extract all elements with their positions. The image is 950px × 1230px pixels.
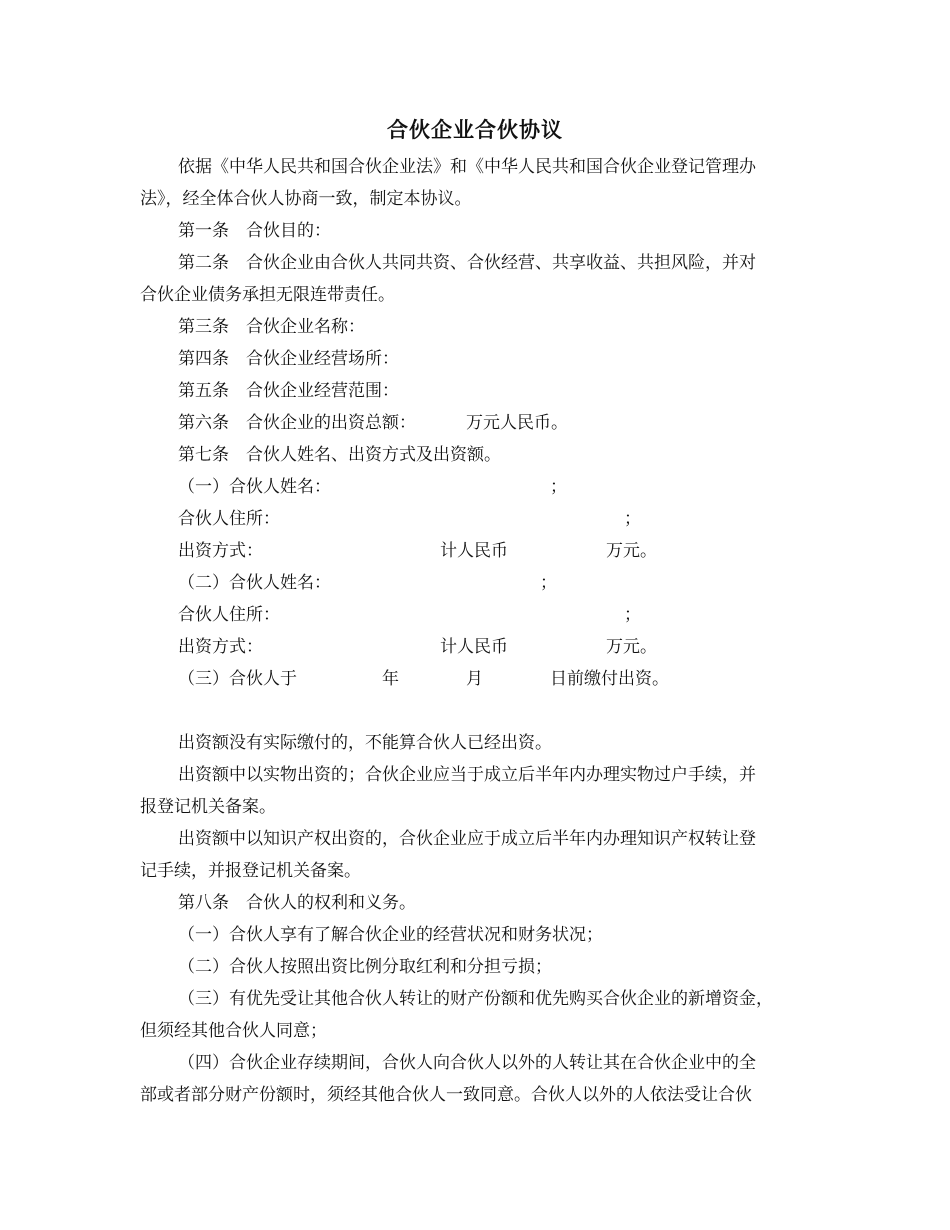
article-8-heading: 第八条 合伙人的权利和义务。 bbox=[178, 893, 416, 913]
partner-2-name-label: （二）合伙人姓名： bbox=[178, 573, 331, 593]
partner-1-address-end: ； bbox=[624, 509, 641, 529]
note-3-line-2: 记手续，并报登记机关备案。 bbox=[140, 861, 361, 881]
deadline-prefix: （三）合伙人于 bbox=[178, 669, 297, 689]
partner-2-address-label: 合伙人住所： bbox=[178, 605, 280, 625]
partner-1-name-end: ； bbox=[550, 477, 567, 497]
article-8-right-3-line-1: （三）有优先受让其他合伙人转让的财产份额和优先购买合伙企业的新增资金， bbox=[178, 989, 773, 1009]
partner-1-address-label: 合伙人住所： bbox=[178, 509, 280, 529]
deadline-month: 月 bbox=[466, 669, 483, 689]
partner-2-amount-label: 计人民币 bbox=[440, 637, 508, 657]
note-2-line-2: 报登记机关备案。 bbox=[140, 797, 276, 817]
article-1: 第一条 合伙目的： bbox=[178, 221, 331, 241]
deadline-year: 年 bbox=[382, 669, 399, 689]
deadline-suffix: 日前缴付出资。 bbox=[550, 669, 669, 689]
partner-2-method-label: 出资方式： bbox=[178, 637, 263, 657]
preamble-line-2: 法》，经全体合伙人协商一致，制定本协议。 bbox=[140, 189, 472, 209]
article-5: 第五条 合伙企业经营范围： bbox=[178, 381, 399, 401]
article-8-right-3-line-2: 但须经其他合伙人同意； bbox=[140, 1021, 327, 1041]
preamble-line-1: 依据《中华人民共和国合伙企业法》和《中华人民共和国合伙企业登记管理办 bbox=[178, 157, 756, 177]
partner-2-name-end: ； bbox=[540, 573, 557, 593]
article-8-right-1: （一）合伙人享有了解合伙企业的经营状况和财务状况； bbox=[178, 925, 603, 945]
partner-1-amount-label: 计人民币 bbox=[440, 541, 508, 561]
article-7: 第七条 合伙人姓名、出资方式及出资额。 bbox=[178, 445, 501, 465]
partner-1-amount-unit: 万元。 bbox=[606, 541, 657, 561]
note-1: 出资额没有实际缴付的，不能算合伙人已经出资。 bbox=[178, 733, 552, 753]
article-6-label: 第六条 合伙企业的出资总额： bbox=[178, 413, 416, 433]
article-2-line-1: 第二条 合伙企业由合伙人共同共资、合伙经营、共享收益、共担风险，并对 bbox=[178, 253, 756, 273]
article-3: 第三条 合伙企业名称： bbox=[178, 317, 365, 337]
article-8-right-4-line-1: （四）合伙企业存续期间，合伙人向合伙人以外的人转让其在合伙企业中的全 bbox=[178, 1053, 756, 1073]
article-8-right-2: （二）合伙人按照出资比例分取红利和分担亏损； bbox=[178, 957, 552, 977]
article-6-unit: 万元人民币。 bbox=[466, 413, 568, 433]
partner-1-name-label: （一）合伙人姓名： bbox=[178, 477, 331, 497]
partner-2-amount-unit: 万元。 bbox=[606, 637, 657, 657]
note-3-line-1: 出资额中以知识产权出资的，合伙企业应于成立后半年内办理知识产权转让登 bbox=[178, 829, 756, 849]
article-4: 第四条 合伙企业经营场所： bbox=[178, 349, 399, 369]
article-2-line-2: 合伙企业债务承担无限连带责任。 bbox=[140, 285, 395, 305]
partner-2-address-end: ； bbox=[624, 605, 641, 625]
partner-1-method-label: 出资方式： bbox=[178, 541, 263, 561]
article-8-right-4-line-2: 部或者部分财产份额时，须经其他合伙人一致同意。合伙人以外的人依法受让合伙 bbox=[140, 1085, 752, 1105]
note-2-line-1: 出资额中以实物出资的；合伙企业应当于成立后半年内办理实物过户手续，并 bbox=[178, 765, 756, 785]
document-title: 合伙企业合伙协议 bbox=[387, 118, 563, 142]
